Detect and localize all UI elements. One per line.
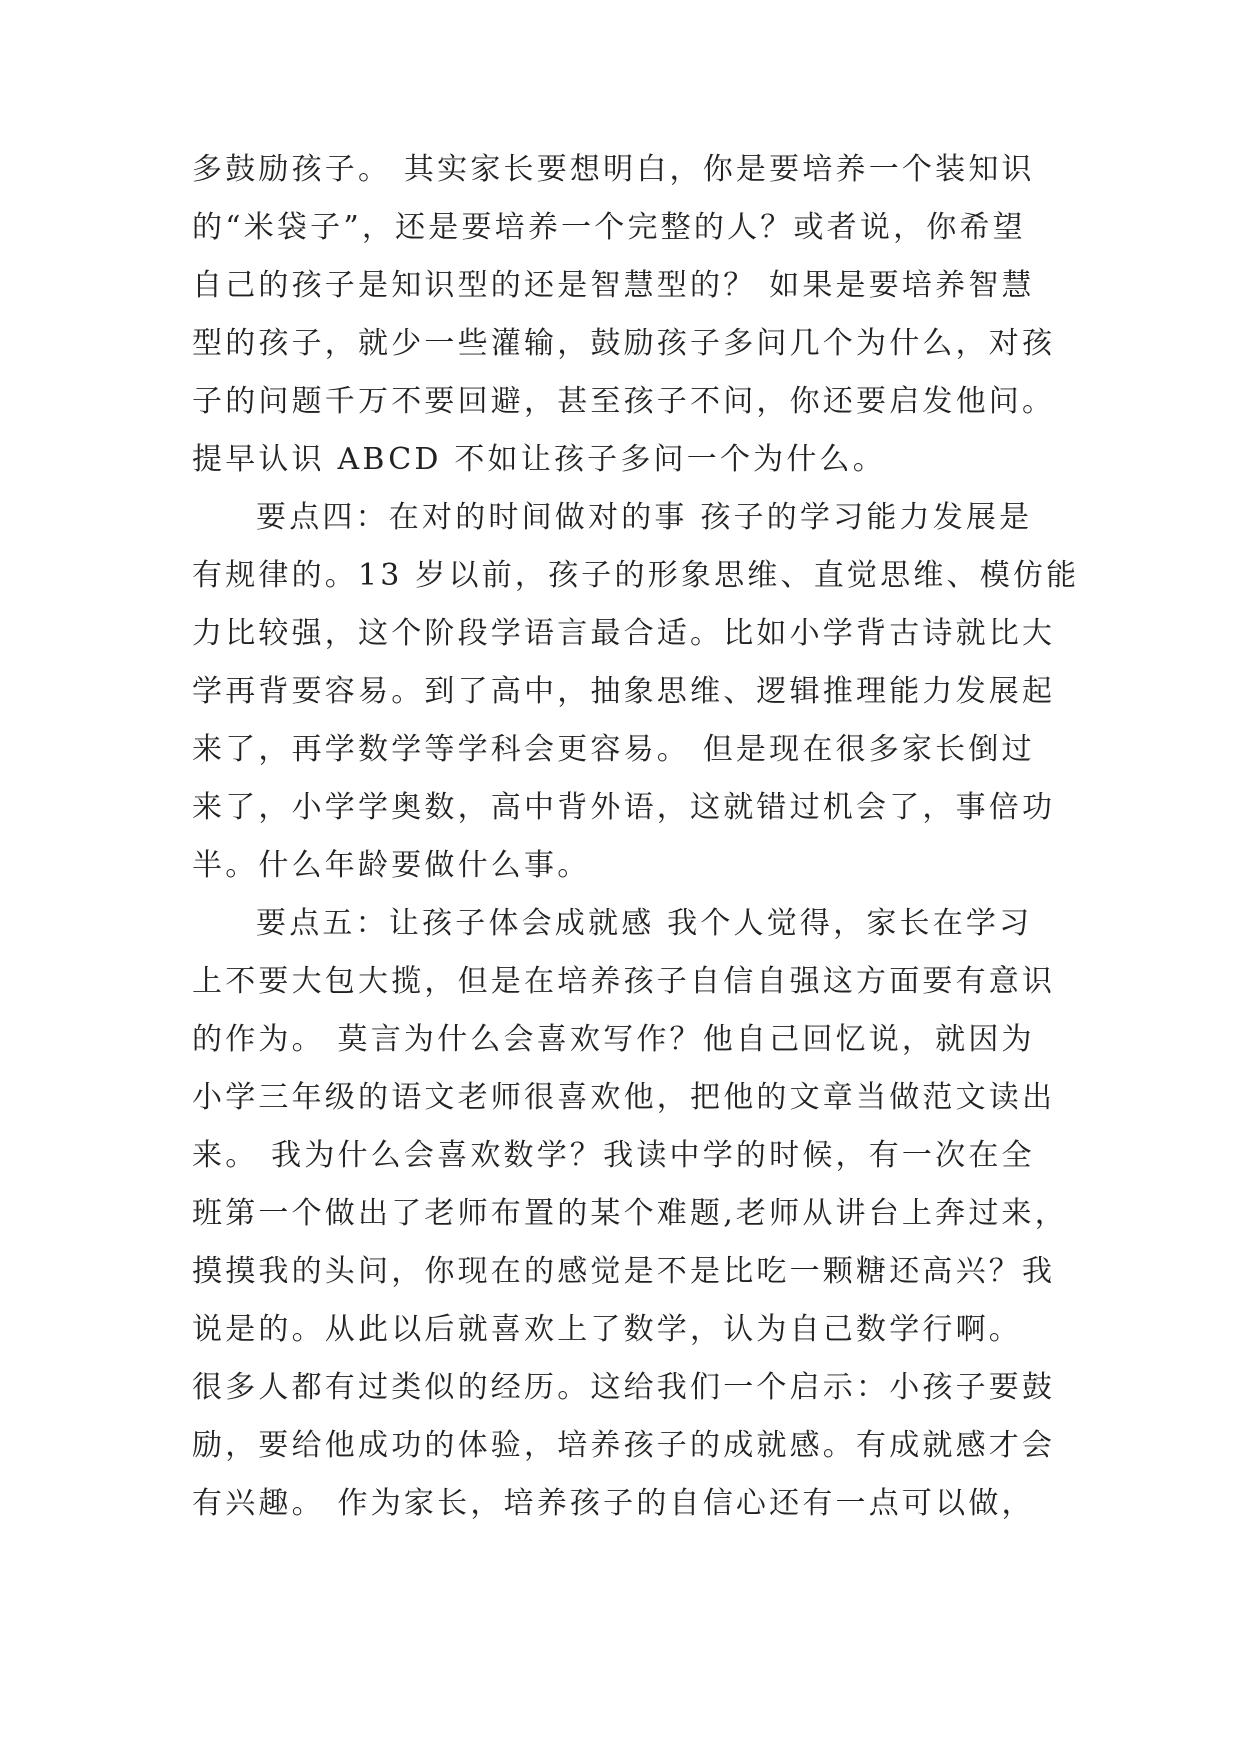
paragraph-heading-line: 要点五：让孩子体会成就感 我个人觉得，家长在学习 (256, 906, 1033, 941)
text-line: 自己的孩子是知识型的还是智慧型的？ 如果是要培养智慧 (192, 268, 1035, 303)
text-line: 上不要大包大揽，但是在培养孩子自信自强这方面要有意识 (192, 964, 1056, 999)
paragraph-heading-line: 要点四：在对的时间做对的事 孩子的学习能力发展是 (256, 500, 1033, 535)
text-line: 的作为。 莫言为什么会喜欢写作？他自己回忆说，就因为 (192, 1022, 1035, 1057)
text-line: 力比较强，这个阶段学语言最合适。比如小学背古诗就比大 (192, 616, 1056, 651)
text-line: 有规律的。13 岁以前，孩子的形象思维、直觉思维、模仿能 (192, 558, 1080, 593)
text-line: 说是的。从此以后就喜欢上了数学，认为自己数学行啊。 (192, 1312, 1022, 1347)
text-line: 来。 我为什么会喜欢数学？我读中学的时候，有一次在全 (192, 1138, 1035, 1173)
text-line: 学再背要容易。到了高中，抽象思维、逻辑推理能力发展起 (192, 674, 1056, 709)
text-line: 半。什么年龄要做什么事。 (192, 848, 591, 883)
text-line: 来了，再学数学等学科会更容易。 但是现在很多家长倒过 (192, 732, 1035, 767)
text-line: 的“米袋子”，还是要培养一个完整的人？或者说，你希望 (192, 210, 1026, 245)
text-line: 摸摸我的头问，你现在的感觉是不是比吃一颗糖还高兴？我 (192, 1254, 1056, 1289)
text-line: 型的孩子，就少一些灌输，鼓励孩子多问几个为什么，对孩 (192, 326, 1056, 361)
text-line: 励，要给他成功的体验，培养孩子的成就感。有成就感才会 (192, 1428, 1056, 1463)
text-line: 小学三年级的语文老师很喜欢他，把他的文章当做范文读出 (192, 1080, 1056, 1115)
text-line: 多鼓励孩子。 其实家长要想明白，你是要培养一个装知识 (192, 152, 1035, 187)
text-line: 班第一个做出了老师布置的某个难题,老师从讲台上奔过来， (192, 1196, 1068, 1231)
text-line: 提早认识 ABCD 不如让孩子多问一个为什么。 (192, 442, 886, 477)
text-line: 来了，小学学奥数，高中背外语，这就错过机会了，事倍功 (192, 790, 1056, 825)
text-line: 子的问题千万不要回避，甚至孩子不问，你还要启发他问。 (192, 384, 1056, 419)
text-line: 很多人都有过类似的经历。这给我们一个启示：小孩子要鼓 (192, 1370, 1056, 1405)
text-line: 有兴趣。 作为家长，培养孩子的自信心还有一点可以做， (192, 1486, 1035, 1521)
